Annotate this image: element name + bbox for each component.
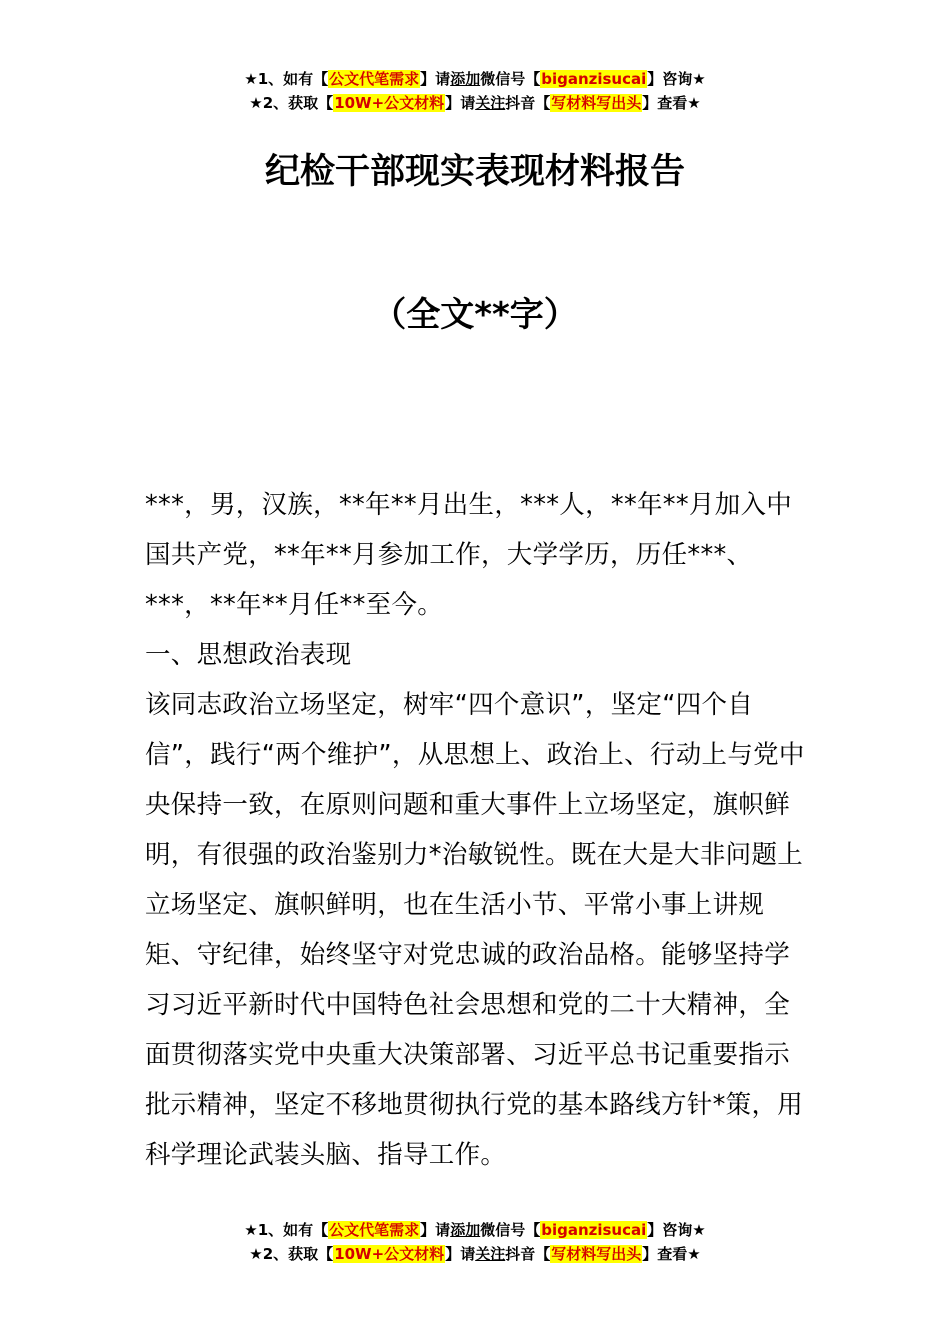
footer-banner (0, 1218, 950, 1266)
banner-highlight-service: 公文代笔需求 (329, 70, 420, 88)
banner-underlined-text: 添加 (450, 70, 481, 88)
banner-text: 微信号【 (480, 1221, 541, 1239)
banner-highlight-wechat-id: biganzisucai (541, 70, 647, 88)
banner-text: 抖音【 (505, 1245, 551, 1263)
banner-text: 】咨询★ (647, 70, 706, 88)
banner-underlined-text: 添加 (450, 1221, 481, 1239)
header-banner (0, 67, 950, 115)
banner-text: ★2、获取【 (249, 1245, 334, 1263)
banner-text: 】请 (420, 70, 451, 88)
banner-text: 】请 (445, 1245, 476, 1263)
document-title: 纪检干部现实表现材料报告 (264, 152, 685, 192)
banner-text: 】查看★ (642, 1245, 701, 1263)
banner-line-1 (0, 67, 950, 91)
banner-highlight-wechat-id: biganzisucai (541, 1221, 647, 1239)
banner-text: 】查看★ (642, 94, 701, 112)
banner-highlight-materials: 10W+公文材料 (334, 1245, 445, 1263)
banner-text: 微信号【 (480, 70, 541, 88)
banner-text: 】请 (420, 1221, 451, 1239)
banner-text: ★2、获取【 (249, 94, 334, 112)
banner-underlined-text: 关注 (475, 1245, 506, 1263)
banner-line-2 (0, 91, 950, 115)
banner-text: ★1、如有【 (244, 1221, 329, 1239)
section-paragraph: 该同志政治立场坚定，树牢“四个意识”，坚定“四个自信”，践行“两个维护”，从思想上、政治上、行动上与党中央保持一致，在原则问题和重大事件上立场坚定，旗帜鲜明，有很强的政治鉴别力*治敏锐性。既在大是大非问题上立场坚定、旗帜鲜明，也在生活小节、平常小事上讲规矩、守纪律，始终坚守对党忠诚的政治品格。能够坚持学习习近平新时代中国特色社会思想和党的二十大精神，全面贯彻落实党中央重大决策部署、习近平总书记重要指示批示精神，坚定不移地贯彻执行党的基本路线方针*策，用科学理论武装头脑、指导工作。 (145, 690, 805, 1170)
banner-text: ★1、如有【 (244, 70, 329, 88)
section-heading: 一、思想政治表现 (145, 640, 352, 670)
banner-line-2 (0, 1242, 950, 1266)
banner-line-1 (0, 1218, 950, 1242)
intro-paragraph: ***，男，汉族，**年**月出生，***人，**年**月加入中国共产党，**年**月参加工作，大学学历，历任***、***，**年**月任**至今。 (145, 490, 793, 620)
banner-text: 抖音【 (505, 94, 551, 112)
banner-highlight-materials: 10W+公文材料 (334, 94, 445, 112)
document-subtitle: （全文**字） (372, 295, 578, 335)
banner-highlight-service: 公文代笔需求 (329, 1221, 420, 1239)
banner-underlined-text: 关注 (475, 94, 506, 112)
banner-highlight-douyin: 写材料写出头 (551, 94, 642, 112)
banner-text: 】咨询★ (647, 1221, 706, 1239)
banner-highlight-douyin: 写材料写出头 (551, 1245, 642, 1263)
document-body (145, 480, 835, 1180)
banner-text: 】请 (445, 94, 476, 112)
